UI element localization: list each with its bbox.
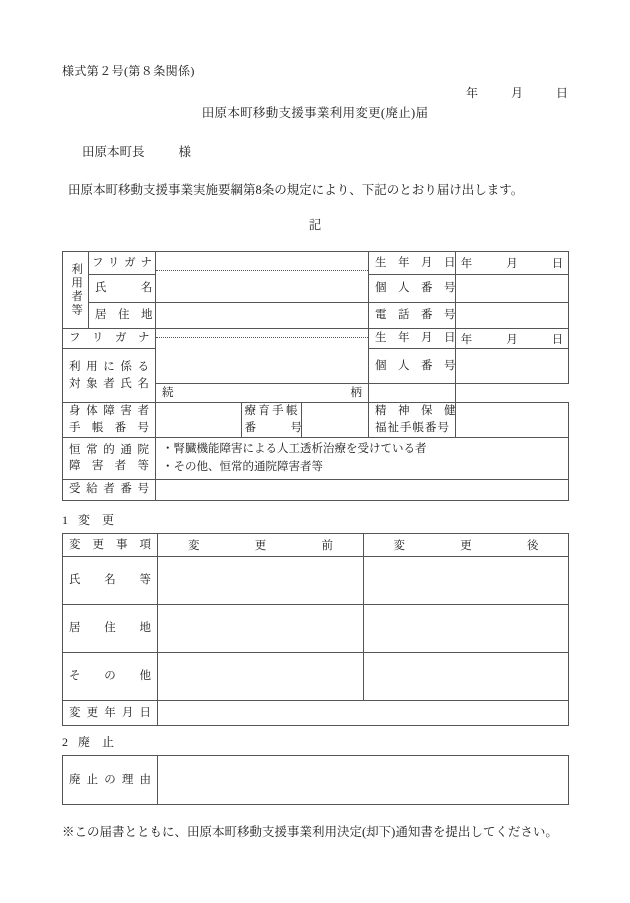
header-date-day: 日: [555, 86, 568, 100]
relation-input[interactable]: [369, 384, 456, 403]
change-date-input[interactable]: [158, 701, 569, 726]
section1-heading: [62, 511, 114, 528]
user-group-label-cell: [63, 252, 89, 329]
mynumber-label-cell-1: [369, 275, 456, 302]
chronic-label-cell: [63, 438, 156, 480]
change-before-name-input[interactable]: [158, 557, 364, 605]
name-label: 氏 名: [95, 282, 153, 295]
change-col-header-after: 変 更 後: [364, 534, 569, 557]
table-row: [63, 534, 569, 557]
footnote: ※この届書とともに、田原本町移動支援事業利用決定(却下)通知書を提出してください。: [62, 825, 558, 839]
change-before-address-input[interactable]: [158, 605, 364, 653]
target-name-label-line2: 対 象 者 氏 名: [69, 377, 149, 390]
table-row: [63, 403, 569, 438]
recipient-number-input[interactable]: [156, 479, 569, 500]
change-table: [62, 533, 569, 726]
chronic-label-line1: 恒常的通院: [69, 443, 149, 456]
mental-handbook-label-line1: 精 神 保 健: [375, 405, 456, 418]
chronic-bullets: [156, 438, 568, 479]
applicant-address-input[interactable]: [156, 302, 369, 328]
chronic-label-line2: 障 害 者 等: [69, 460, 149, 473]
physical-handbook-label-line2: 手 帳 番 号: [69, 422, 149, 434]
change-date-label: 変 更 年 月 日: [63, 701, 158, 726]
birth-label-cell-1: [369, 252, 456, 275]
abolition-reason-label-cell: [63, 756, 158, 805]
section1-number: 1: [62, 513, 68, 527]
ryouiku-handbook-label-cell: [241, 403, 301, 436]
address-label: 居 住 地: [95, 308, 153, 321]
physical-handbook-label-line1: 身体障害者: [69, 405, 149, 418]
target-birth-value[interactable]: [456, 329, 569, 349]
ryouiku-handbook-label-line1: 療育手帳: [244, 405, 298, 418]
phone-label-cell: [369, 302, 456, 328]
table-row: [63, 701, 569, 726]
birth-label-1: 生 年 月 日: [375, 256, 456, 269]
phone-label: 電 話 番 号: [375, 308, 456, 321]
change-after-name-input[interactable]: [364, 557, 569, 605]
table-row: [63, 252, 569, 275]
table-row: [63, 479, 569, 500]
table-row: [63, 302, 569, 328]
header-date-year: 年: [465, 86, 478, 100]
change-row-label-other: そ の 他: [63, 653, 158, 701]
furigana-label-cell-1: [89, 252, 156, 275]
target-name-label-line1: 利 用 に 係 る: [69, 360, 149, 373]
section2-number: 2: [62, 735, 68, 749]
target-name-input[interactable]: [156, 329, 369, 384]
name-label-cell: [89, 275, 156, 302]
table-row: [63, 438, 569, 480]
applicant-mynumber-input[interactable]: [456, 275, 569, 302]
applicant-table: [62, 251, 569, 501]
recipient-number-label-cell: [63, 479, 156, 500]
target-mynumber-input[interactable]: [456, 349, 569, 384]
section2-title: 廃 止: [78, 735, 115, 749]
table-row: [63, 557, 569, 605]
table-row: [63, 653, 569, 701]
header-date-line: [466, 84, 568, 101]
section1-title: 変 更: [78, 513, 115, 527]
abolition-reason-label: 廃 止 の 理 由: [69, 773, 151, 786]
addressee: [82, 142, 191, 160]
address-label-cell: [89, 302, 156, 328]
header-date-month: 月: [510, 86, 523, 100]
abolition-table: [62, 755, 569, 805]
section2-heading: [62, 733, 114, 750]
furigana-label-cell-2: [63, 329, 156, 349]
table-row: [63, 756, 569, 805]
birth-label-2: 生 年 月 日: [375, 332, 456, 345]
change-after-other-input[interactable]: [364, 653, 569, 701]
chronic-bullets-cell: [156, 438, 569, 480]
applicant-birth-value[interactable]: [456, 252, 569, 275]
table-row: [63, 605, 569, 653]
change-after-address-input[interactable]: [364, 605, 569, 653]
physical-handbook-label-cell: [63, 403, 156, 438]
abolition-reason-input[interactable]: [158, 756, 569, 805]
page-title: 田原本町移動支援事業利用変更(廃止)届: [201, 106, 429, 120]
ryouiku-handbook-input[interactable]: [301, 403, 368, 436]
target-name-label-cell: [63, 349, 156, 403]
form-number: 様式第２号(第８条関係): [62, 64, 195, 78]
mynumber-label-1: 個 人 番 号: [375, 282, 456, 295]
furigana-label-1: フリガナ: [92, 256, 152, 269]
change-row-label-address: 居 住 地: [63, 605, 158, 653]
relation-label-cell: [156, 384, 369, 403]
change-col-header-item: 変 更 事 項: [63, 534, 158, 557]
applicant-birth-ymd: 年 月 日: [460, 258, 564, 271]
mynumber-label-2: 個 人 番 号: [375, 359, 456, 372]
relation-label: 続 柄: [162, 386, 362, 399]
ryouiku-handbook-label-line2: 番 号: [244, 422, 302, 434]
target-birth-ymd: 年 月 日: [460, 333, 564, 346]
change-col-header-before: 変 更 前: [158, 534, 364, 557]
applicant-phone-input[interactable]: [456, 302, 569, 328]
recipient-number-label: 受 給 者 番 号: [69, 483, 149, 496]
chronic-bullet-2: ・その他、恒常的通院障害者等: [162, 461, 323, 474]
change-before-other-input[interactable]: [158, 653, 364, 701]
mental-handbook-input[interactable]: [456, 403, 569, 438]
change-row-label-name: 氏 名 等: [63, 557, 158, 605]
mynumber-label-cell-2: [369, 349, 456, 384]
mental-handbook-label-cell: [369, 403, 456, 438]
birth-label-cell-2: [369, 329, 456, 349]
furigana-label-2: フ リ ガ ナ: [69, 332, 150, 345]
ki-marker: 記: [308, 218, 322, 232]
physical-handbook-input[interactable]: [156, 403, 241, 436]
addressee-honorific: 様: [178, 145, 192, 159]
table-row: [63, 329, 569, 349]
mental-handbook-label-line2: 福祉手帳番号: [375, 422, 449, 434]
handbook-sub-wrapper: [156, 403, 369, 438]
applicant-name-input[interactable]: [156, 252, 369, 303]
user-group-label: 利用者等: [70, 263, 83, 317]
intro-text: 田原本町移動支援事業実施要綱第8条の規定により、下記のとおり届け出します。: [68, 183, 524, 197]
addressee-name: 田原本町長: [82, 145, 145, 159]
chronic-bullet-1: ・腎臓機能障害による人工透析治療を受けている者: [162, 443, 427, 455]
